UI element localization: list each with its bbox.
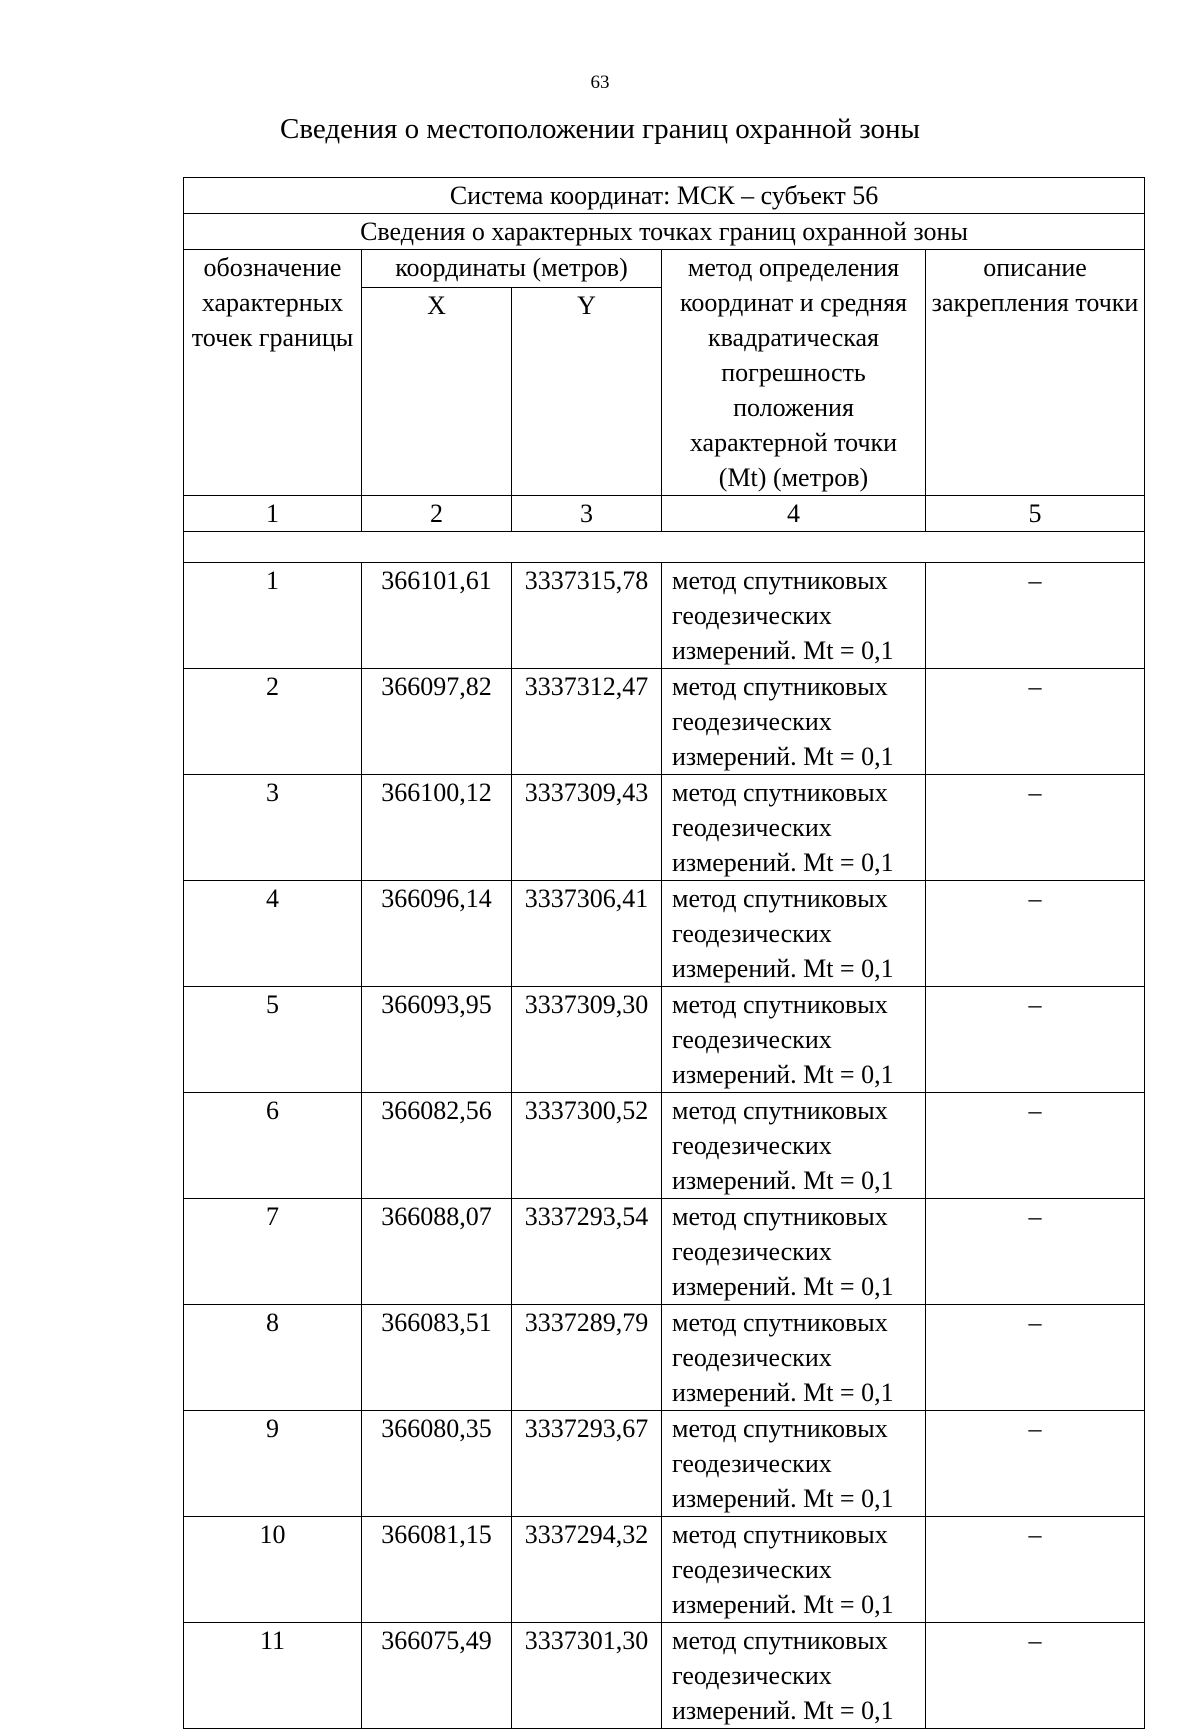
- coordinate-y: 3337301,30: [512, 1623, 662, 1729]
- coordinate-x: 366088,07: [362, 1199, 512, 1305]
- point-number: 1: [184, 563, 362, 669]
- point-number: 6: [184, 1093, 362, 1199]
- description-cell: –: [926, 881, 1145, 987]
- method-cell: метод спутниковых геодезических измерений. Mt = 0,1: [662, 669, 926, 775]
- table-row: [184, 987, 1145, 1093]
- method-cell: метод спутниковых геодезических измерений. Mt = 0,1: [662, 1305, 926, 1411]
- page-title: Сведения о местоположении границ охранной зоны: [279, 113, 920, 145]
- coordinate-y: 3337294,32: [512, 1517, 662, 1623]
- description-cell: –: [926, 1305, 1145, 1411]
- table-row: [184, 881, 1145, 987]
- coordinate-x: 366101,61: [362, 563, 512, 669]
- table-row: [184, 1517, 1145, 1623]
- description-cell: –: [926, 563, 1145, 669]
- table-row: [184, 669, 1145, 775]
- description-cell: –: [926, 1517, 1145, 1623]
- point-number: 4: [184, 881, 362, 987]
- method-cell: метод спутниковых геодезических измерений. Mt = 0,1: [662, 1093, 926, 1199]
- column-number: 1: [184, 496, 362, 532]
- description-cell: –: [926, 1093, 1145, 1199]
- description-cell: –: [926, 775, 1145, 881]
- column-numbers-row: [184, 496, 1145, 532]
- point-number: 8: [184, 1305, 362, 1411]
- coordinate-y: 3337315,78: [512, 563, 662, 669]
- description-cell: –: [926, 1411, 1145, 1517]
- boundary-points-table: [183, 177, 1145, 1729]
- point-number: 7: [184, 1199, 362, 1305]
- description-cell: –: [926, 987, 1145, 1093]
- coordinate-y: 3337293,67: [512, 1411, 662, 1517]
- description-cell: –: [926, 1623, 1145, 1729]
- header-coordinates: координаты (метров): [362, 250, 662, 288]
- table-row: [184, 1305, 1145, 1411]
- empty-cell: [184, 532, 1145, 563]
- table-row: [184, 563, 1145, 669]
- method-cell: метод спутниковых геодезических измерений. Mt = 0,1: [662, 1623, 926, 1729]
- column-number: 5: [926, 496, 1145, 532]
- point-number: 2: [184, 669, 362, 775]
- coordinate-x: 366100,12: [362, 775, 512, 881]
- method-cell: метод спутниковых геодезических измерений. Mt = 0,1: [662, 1411, 926, 1517]
- header-description: описание закрепления точки: [926, 250, 1145, 496]
- description-cell: –: [926, 1199, 1145, 1305]
- coordinate-x: 366080,35: [362, 1411, 512, 1517]
- coordinate-y: 3337309,30: [512, 987, 662, 1093]
- coordinate-x: 366093,95: [362, 987, 512, 1093]
- method-cell: метод спутниковых геодезических измерений. Mt = 0,1: [662, 1517, 926, 1623]
- description-cell: –: [926, 669, 1145, 775]
- point-number: 9: [184, 1411, 362, 1517]
- table-subtitle: Сведения о характерных точках границ охранной зоны: [184, 214, 1145, 250]
- coordinate-x: 366075,49: [362, 1623, 512, 1729]
- header-y: Y: [512, 288, 662, 496]
- point-number: 10: [184, 1517, 362, 1623]
- coordinate-y: 3337293,54: [512, 1199, 662, 1305]
- page-number: 63: [590, 72, 610, 93]
- coordinate-x: 366096,14: [362, 881, 512, 987]
- point-number: 5: [184, 987, 362, 1093]
- method-cell: метод спутниковых геодезических измерений. Mt = 0,1: [662, 881, 926, 987]
- header-designation: обозначение характерных точек границы: [184, 250, 362, 496]
- header-method: метод определения координат и средняя квадратическая погрешность положения характерной точки (Mt) (метров): [662, 250, 926, 496]
- coordinate-y: 3337312,47: [512, 669, 662, 775]
- coordinate-x: 366097,82: [362, 669, 512, 775]
- coordinate-y: 3337289,79: [512, 1305, 662, 1411]
- table-row: [184, 1199, 1145, 1305]
- column-number: 4: [662, 496, 926, 532]
- header-x: X: [362, 288, 512, 496]
- method-cell: метод спутниковых геодезических измерений. Mt = 0,1: [662, 987, 926, 1093]
- empty-row: [184, 532, 1145, 563]
- point-number: 3: [184, 775, 362, 881]
- column-number: 3: [512, 496, 662, 532]
- coordinate-x: 366082,56: [362, 1093, 512, 1199]
- coordinate-y: 3337306,41: [512, 881, 662, 987]
- table-row: [184, 1411, 1145, 1517]
- column-number: 2: [362, 496, 512, 532]
- method-cell: метод спутниковых геодезических измерений. Mt = 0,1: [662, 1199, 926, 1305]
- coordinate-x: 366083,51: [362, 1305, 512, 1411]
- table-row: [184, 1093, 1145, 1199]
- coordinate-y: 3337309,43: [512, 775, 662, 881]
- coordinate-y: 3337300,52: [512, 1093, 662, 1199]
- method-cell: метод спутниковых геодезических измерений. Mt = 0,1: [662, 563, 926, 669]
- coordinate-system: Система координат: МСК – субъект 56: [184, 178, 1145, 214]
- point-number: 11: [184, 1623, 362, 1729]
- table-row: [184, 1623, 1145, 1729]
- table-row: [184, 775, 1145, 881]
- method-cell: метод спутниковых геодезических измерений. Mt = 0,1: [662, 775, 926, 881]
- coordinate-x: 366081,15: [362, 1517, 512, 1623]
